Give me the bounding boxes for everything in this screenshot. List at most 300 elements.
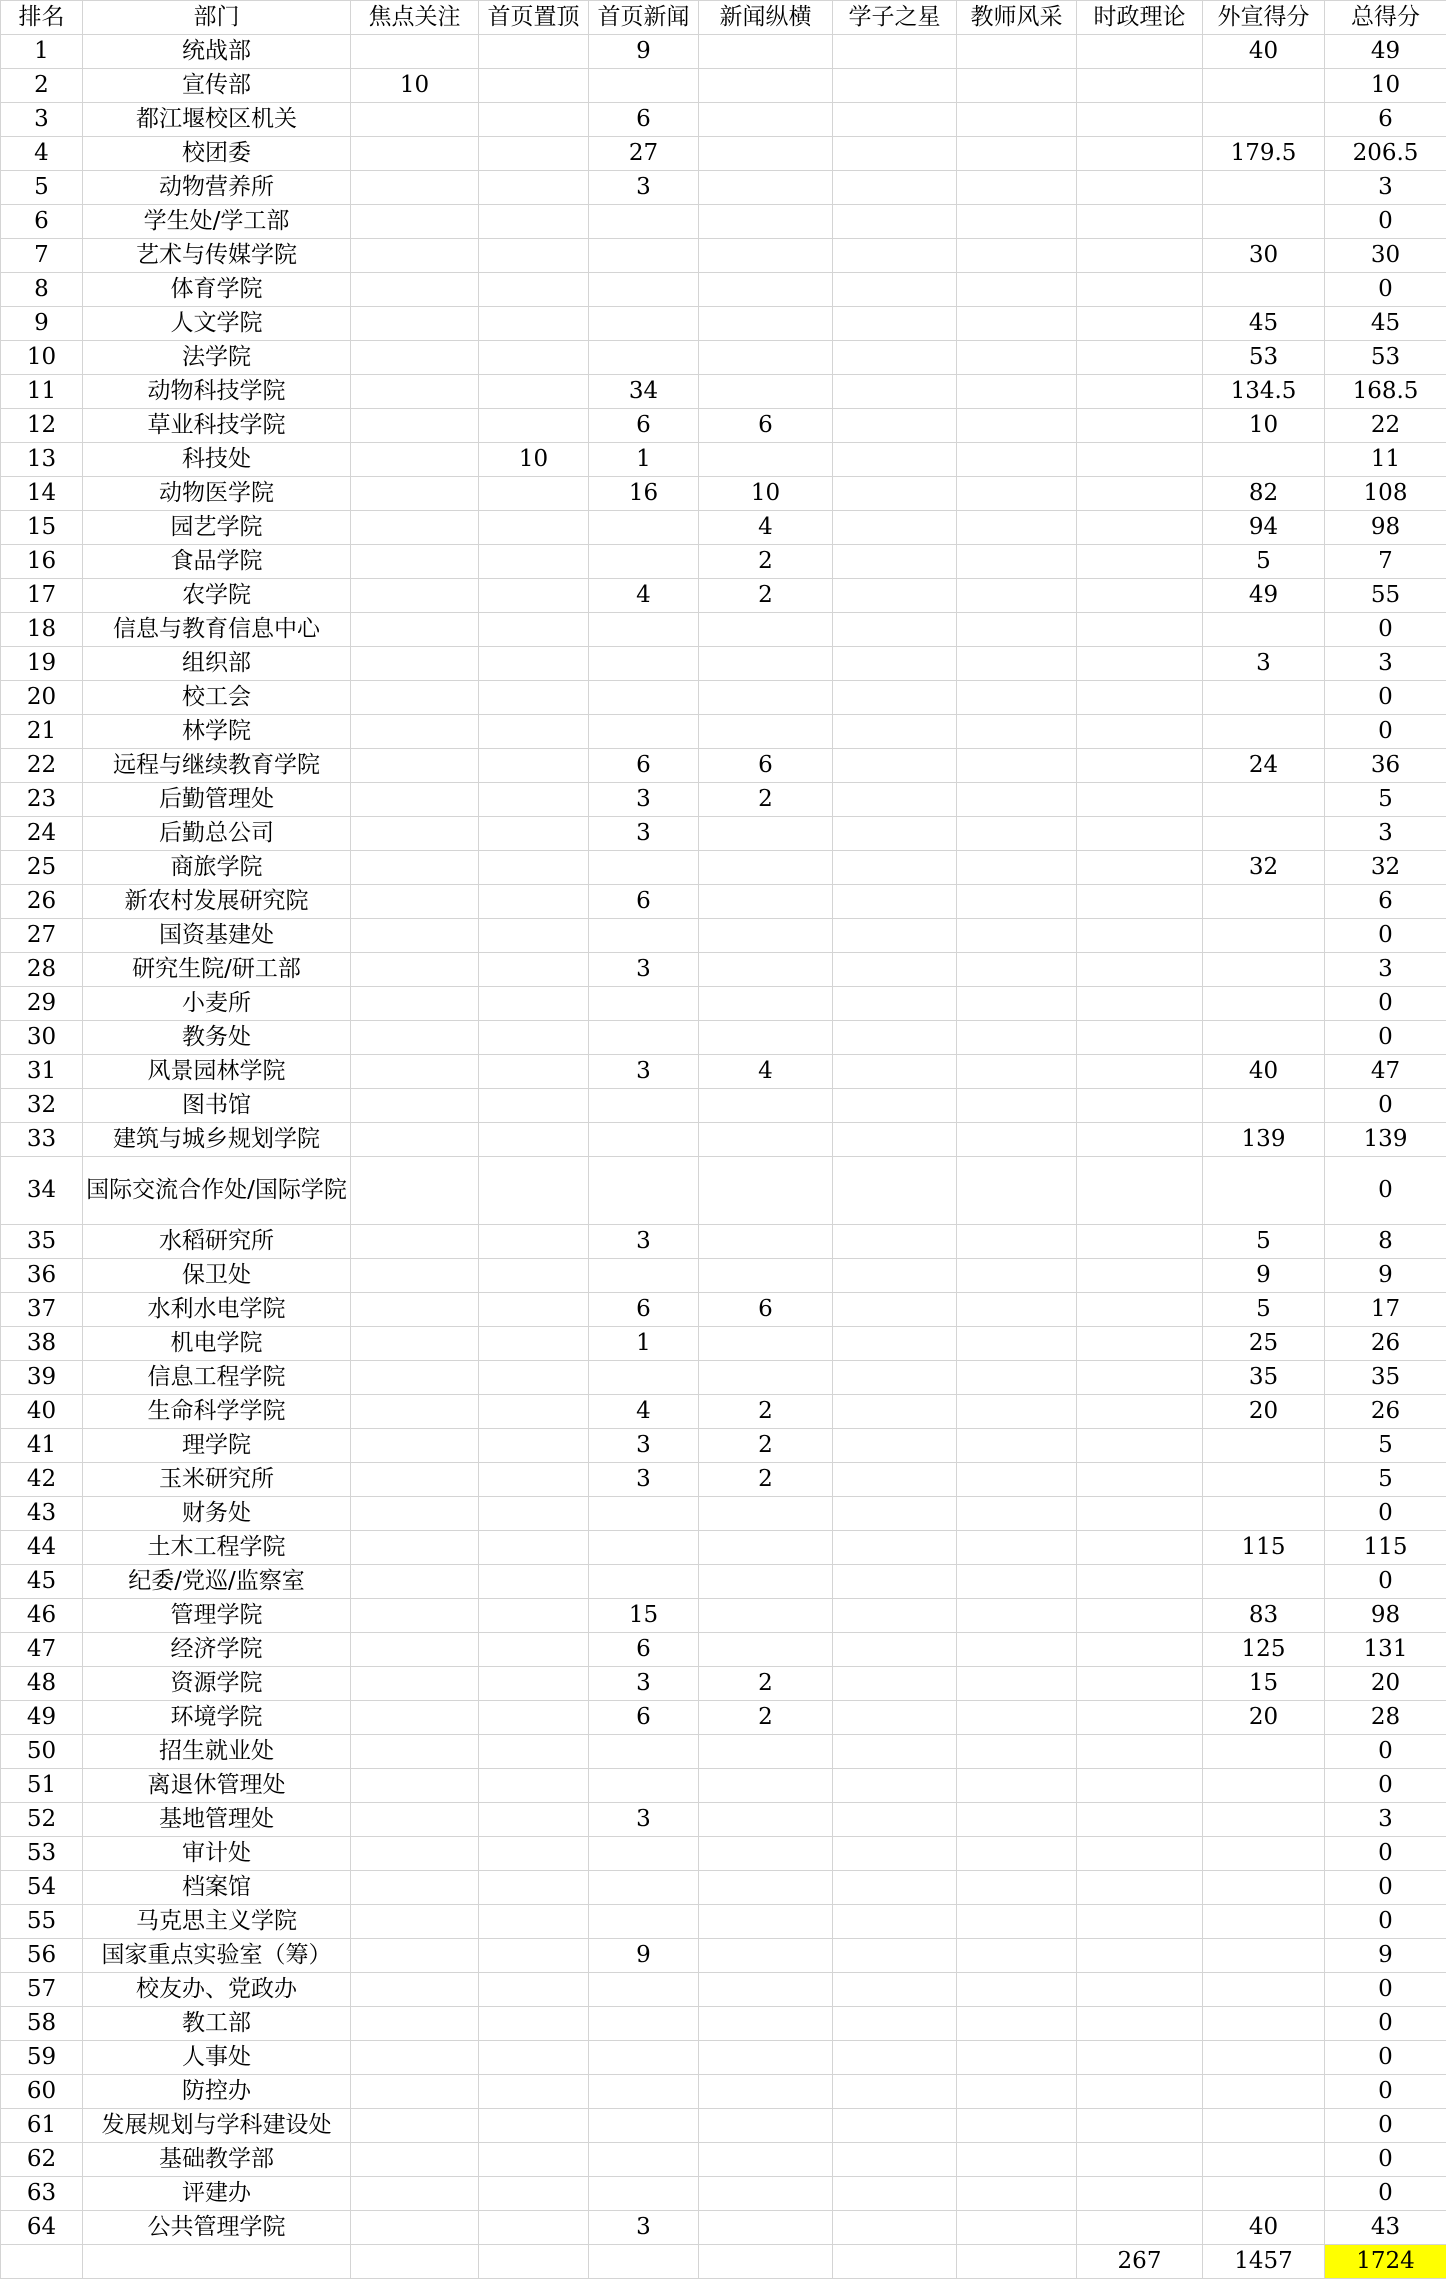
score-cell[interactable]: 139 xyxy=(1325,1123,1446,1157)
score-cell[interactable] xyxy=(699,205,833,239)
score-cell[interactable]: 4 xyxy=(589,579,699,613)
score-cell[interactable] xyxy=(589,69,699,103)
score-cell[interactable]: 0 xyxy=(1325,919,1446,953)
rank-cell[interactable]: 9 xyxy=(1,307,83,341)
score-cell[interactable] xyxy=(1077,409,1203,443)
score-cell[interactable]: 6 xyxy=(1325,103,1446,137)
score-cell[interactable] xyxy=(589,1735,699,1769)
score-cell[interactable]: 15 xyxy=(589,1599,699,1633)
rank-cell[interactable]: 27 xyxy=(1,919,83,953)
score-cell[interactable] xyxy=(957,579,1077,613)
score-cell[interactable] xyxy=(479,681,589,715)
score-cell[interactable] xyxy=(351,1565,479,1599)
score-cell[interactable] xyxy=(1203,443,1325,477)
score-cell[interactable] xyxy=(1203,2109,1325,2143)
rank-cell[interactable]: 25 xyxy=(1,851,83,885)
score-cell[interactable]: 6 xyxy=(589,1633,699,1667)
score-cell[interactable] xyxy=(833,205,957,239)
score-cell[interactable] xyxy=(351,715,479,749)
score-cell[interactable] xyxy=(589,1837,699,1871)
score-cell[interactable] xyxy=(351,579,479,613)
score-cell[interactable] xyxy=(957,443,1077,477)
rank-cell[interactable]: 38 xyxy=(1,1327,83,1361)
score-cell[interactable] xyxy=(589,919,699,953)
score-cell[interactable]: 10 xyxy=(479,443,589,477)
score-cell[interactable]: 25 xyxy=(1203,1327,1325,1361)
rank-cell[interactable]: 26 xyxy=(1,885,83,919)
score-cell[interactable] xyxy=(833,1973,957,2007)
department-cell[interactable]: 发展规划与学科建设处 xyxy=(83,2109,351,2143)
score-cell[interactable] xyxy=(833,1463,957,1497)
score-cell[interactable]: 40 xyxy=(1203,35,1325,69)
score-cell[interactable] xyxy=(1077,953,1203,987)
score-cell[interactable] xyxy=(957,375,1077,409)
score-cell[interactable] xyxy=(957,35,1077,69)
score-cell[interactable] xyxy=(957,1021,1077,1055)
department-cell[interactable]: 国家重点实验室（筹） xyxy=(83,1939,351,1973)
score-cell[interactable] xyxy=(351,1905,479,1939)
score-cell[interactable] xyxy=(1077,205,1203,239)
score-cell[interactable] xyxy=(1077,1939,1203,1973)
score-cell[interactable] xyxy=(833,2041,957,2075)
score-cell[interactable]: 134.5 xyxy=(1203,375,1325,409)
score-cell[interactable] xyxy=(589,1361,699,1395)
rank-cell[interactable]: 57 xyxy=(1,1973,83,2007)
score-cell[interactable] xyxy=(957,1293,1077,1327)
department-cell[interactable]: 建筑与城乡规划学院 xyxy=(83,1123,351,1157)
score-cell[interactable] xyxy=(351,477,479,511)
score-cell[interactable]: 6 xyxy=(1325,885,1446,919)
total-cell[interactable] xyxy=(833,2245,957,2279)
score-cell[interactable] xyxy=(1203,885,1325,919)
department-cell[interactable]: 风景园林学院 xyxy=(83,1055,351,1089)
score-cell[interactable] xyxy=(833,2109,957,2143)
score-cell[interactable]: 3 xyxy=(589,1225,699,1259)
score-cell[interactable] xyxy=(479,1599,589,1633)
department-cell[interactable]: 基地管理处 xyxy=(83,1803,351,1837)
rank-cell[interactable]: 10 xyxy=(1,341,83,375)
score-cell[interactable] xyxy=(351,2211,479,2245)
score-cell[interactable] xyxy=(1077,613,1203,647)
score-cell[interactable] xyxy=(351,1327,479,1361)
score-cell[interactable]: 40 xyxy=(1203,2211,1325,2245)
score-cell[interactable]: 3 xyxy=(589,171,699,205)
score-cell[interactable] xyxy=(351,1939,479,1973)
rank-cell[interactable]: 3 xyxy=(1,103,83,137)
score-cell[interactable] xyxy=(479,1361,589,1395)
score-cell[interactable] xyxy=(1203,69,1325,103)
score-cell[interactable] xyxy=(957,2075,1077,2109)
department-cell[interactable]: 小麦所 xyxy=(83,987,351,1021)
score-cell[interactable] xyxy=(699,1123,833,1157)
score-cell[interactable] xyxy=(1077,375,1203,409)
department-cell[interactable]: 宣传部 xyxy=(83,69,351,103)
score-cell[interactable] xyxy=(351,1599,479,1633)
rank-cell[interactable]: 8 xyxy=(1,273,83,307)
rank-cell[interactable]: 56 xyxy=(1,1939,83,1973)
department-cell[interactable]: 后勤总公司 xyxy=(83,817,351,851)
score-cell[interactable]: 2 xyxy=(699,1701,833,1735)
rank-cell[interactable]: 11 xyxy=(1,375,83,409)
rank-cell[interactable]: 55 xyxy=(1,1905,83,1939)
score-cell[interactable]: 36 xyxy=(1325,749,1446,783)
score-cell[interactable] xyxy=(479,205,589,239)
score-cell[interactable] xyxy=(479,1225,589,1259)
column-header[interactable]: 时政理论 xyxy=(1077,1,1203,35)
score-cell[interactable] xyxy=(1077,69,1203,103)
score-cell[interactable] xyxy=(833,1905,957,1939)
score-cell[interactable]: 179.5 xyxy=(1203,137,1325,171)
department-cell[interactable]: 学生处/学工部 xyxy=(83,205,351,239)
score-cell[interactable]: 6 xyxy=(699,409,833,443)
score-cell[interactable] xyxy=(1077,1769,1203,1803)
score-cell[interactable] xyxy=(957,1599,1077,1633)
rank-cell[interactable]: 12 xyxy=(1,409,83,443)
score-cell[interactable] xyxy=(699,1769,833,1803)
score-cell[interactable] xyxy=(699,1837,833,1871)
department-cell[interactable]: 生命科学学院 xyxy=(83,1395,351,1429)
score-cell[interactable] xyxy=(1077,1837,1203,1871)
column-header[interactable]: 总得分 xyxy=(1325,1,1446,35)
score-cell[interactable] xyxy=(589,545,699,579)
score-cell[interactable] xyxy=(699,2075,833,2109)
score-cell[interactable] xyxy=(589,2177,699,2211)
score-cell[interactable]: 206.5 xyxy=(1325,137,1446,171)
score-cell[interactable] xyxy=(1077,1021,1203,1055)
score-cell[interactable] xyxy=(1203,1905,1325,1939)
score-cell[interactable]: 43 xyxy=(1325,2211,1446,2245)
score-cell[interactable] xyxy=(957,2041,1077,2075)
score-cell[interactable] xyxy=(833,1871,957,1905)
score-cell[interactable] xyxy=(479,1633,589,1667)
score-cell[interactable] xyxy=(479,919,589,953)
score-cell[interactable] xyxy=(957,681,1077,715)
score-cell[interactable] xyxy=(1077,851,1203,885)
rank-cell[interactable]: 42 xyxy=(1,1463,83,1497)
score-cell[interactable]: 26 xyxy=(1325,1395,1446,1429)
score-cell[interactable] xyxy=(833,545,957,579)
score-cell[interactable] xyxy=(1077,1905,1203,1939)
score-cell[interactable] xyxy=(957,307,1077,341)
score-cell[interactable] xyxy=(589,1973,699,2007)
score-cell[interactable] xyxy=(1077,1667,1203,1701)
score-cell[interactable]: 4 xyxy=(589,1395,699,1429)
department-cell[interactable]: 环境学院 xyxy=(83,1701,351,1735)
department-cell[interactable]: 信息工程学院 xyxy=(83,1361,351,1395)
score-cell[interactable]: 3 xyxy=(1325,1803,1446,1837)
score-cell[interactable]: 3 xyxy=(589,2211,699,2245)
score-cell[interactable] xyxy=(833,1531,957,1565)
department-cell[interactable]: 新农村发展研究院 xyxy=(83,885,351,919)
score-cell[interactable]: 30 xyxy=(1325,239,1446,273)
score-cell[interactable] xyxy=(699,1327,833,1361)
score-cell[interactable] xyxy=(833,409,957,443)
department-cell[interactable]: 科技处 xyxy=(83,443,351,477)
score-cell[interactable] xyxy=(1077,2041,1203,2075)
score-cell[interactable]: 83 xyxy=(1203,1599,1325,1633)
rank-cell[interactable]: 28 xyxy=(1,953,83,987)
score-cell[interactable] xyxy=(351,273,479,307)
score-cell[interactable] xyxy=(957,239,1077,273)
rank-cell[interactable]: 2 xyxy=(1,69,83,103)
score-cell[interactable] xyxy=(957,1225,1077,1259)
score-cell[interactable] xyxy=(699,137,833,171)
score-cell[interactable] xyxy=(351,1837,479,1871)
score-cell[interactable]: 10 xyxy=(1203,409,1325,443)
score-cell[interactable] xyxy=(699,715,833,749)
score-cell[interactable] xyxy=(479,1667,589,1701)
score-cell[interactable]: 0 xyxy=(1325,2041,1446,2075)
score-cell[interactable] xyxy=(699,1803,833,1837)
score-cell[interactable]: 3 xyxy=(589,783,699,817)
score-cell[interactable]: 3 xyxy=(589,1055,699,1089)
score-cell[interactable] xyxy=(479,35,589,69)
department-cell[interactable]: 评建办 xyxy=(83,2177,351,2211)
score-cell[interactable]: 2 xyxy=(699,545,833,579)
score-cell[interactable] xyxy=(351,443,479,477)
department-cell[interactable]: 审计处 xyxy=(83,1837,351,1871)
score-cell[interactable] xyxy=(351,1633,479,1667)
score-cell[interactable]: 7 xyxy=(1325,545,1446,579)
score-cell[interactable] xyxy=(351,1769,479,1803)
score-cell[interactable] xyxy=(833,477,957,511)
score-cell[interactable] xyxy=(1077,273,1203,307)
score-cell[interactable] xyxy=(479,477,589,511)
score-cell[interactable] xyxy=(833,1157,957,1225)
score-cell[interactable] xyxy=(479,1293,589,1327)
score-cell[interactable] xyxy=(589,1089,699,1123)
score-cell[interactable] xyxy=(1203,273,1325,307)
score-cell[interactable] xyxy=(833,103,957,137)
score-cell[interactable] xyxy=(1077,2075,1203,2109)
score-cell[interactable] xyxy=(479,783,589,817)
score-cell[interactable] xyxy=(479,953,589,987)
score-cell[interactable] xyxy=(957,2177,1077,2211)
score-cell[interactable]: 115 xyxy=(1325,1531,1446,1565)
score-cell[interactable] xyxy=(957,2211,1077,2245)
score-cell[interactable] xyxy=(833,783,957,817)
score-cell[interactable] xyxy=(1203,1463,1325,1497)
rank-cell[interactable]: 49 xyxy=(1,1701,83,1735)
score-cell[interactable] xyxy=(957,103,1077,137)
score-cell[interactable] xyxy=(833,137,957,171)
score-cell[interactable] xyxy=(479,1871,589,1905)
score-cell[interactable] xyxy=(833,1225,957,1259)
score-cell[interactable] xyxy=(351,103,479,137)
score-cell[interactable]: 3 xyxy=(589,817,699,851)
score-cell[interactable] xyxy=(351,1089,479,1123)
score-cell[interactable] xyxy=(1203,1837,1325,1871)
rank-cell[interactable]: 21 xyxy=(1,715,83,749)
department-cell[interactable]: 后勤管理处 xyxy=(83,783,351,817)
score-cell[interactable] xyxy=(351,1803,479,1837)
score-cell[interactable] xyxy=(699,171,833,205)
department-cell[interactable]: 信息与教育信息中心 xyxy=(83,613,351,647)
score-cell[interactable] xyxy=(479,987,589,1021)
score-cell[interactable] xyxy=(957,1973,1077,2007)
score-cell[interactable] xyxy=(1077,1633,1203,1667)
score-cell[interactable] xyxy=(833,1497,957,1531)
score-cell[interactable] xyxy=(589,2075,699,2109)
score-cell[interactable]: 0 xyxy=(1325,1871,1446,1905)
score-cell[interactable] xyxy=(351,137,479,171)
score-cell[interactable] xyxy=(351,307,479,341)
rank-cell[interactable]: 59 xyxy=(1,2041,83,2075)
score-cell[interactable] xyxy=(833,341,957,375)
score-cell[interactable] xyxy=(957,545,1077,579)
score-cell[interactable] xyxy=(833,2177,957,2211)
score-cell[interactable]: 24 xyxy=(1203,749,1325,783)
rank-cell[interactable]: 41 xyxy=(1,1429,83,1463)
score-cell[interactable]: 10 xyxy=(699,477,833,511)
rank-cell[interactable]: 14 xyxy=(1,477,83,511)
score-cell[interactable] xyxy=(479,1531,589,1565)
score-cell[interactable] xyxy=(957,1871,1077,1905)
score-cell[interactable] xyxy=(833,239,957,273)
score-cell[interactable] xyxy=(833,715,957,749)
score-cell[interactable] xyxy=(589,1259,699,1293)
score-cell[interactable] xyxy=(1077,1259,1203,1293)
score-cell[interactable] xyxy=(479,341,589,375)
score-cell[interactable] xyxy=(479,171,589,205)
rank-cell[interactable]: 36 xyxy=(1,1259,83,1293)
score-cell[interactable]: 4 xyxy=(699,1055,833,1089)
score-cell[interactable] xyxy=(479,2177,589,2211)
score-cell[interactable] xyxy=(699,1871,833,1905)
score-cell[interactable] xyxy=(589,1769,699,1803)
score-cell[interactable]: 53 xyxy=(1203,341,1325,375)
score-cell[interactable] xyxy=(957,1565,1077,1599)
rank-cell[interactable]: 47 xyxy=(1,1633,83,1667)
score-cell[interactable] xyxy=(351,1667,479,1701)
score-cell[interactable]: 2 xyxy=(699,1395,833,1429)
score-cell[interactable] xyxy=(957,1667,1077,1701)
score-cell[interactable] xyxy=(1203,817,1325,851)
score-cell[interactable] xyxy=(957,919,1077,953)
score-cell[interactable]: 0 xyxy=(1325,2177,1446,2211)
score-cell[interactable] xyxy=(1077,2177,1203,2211)
score-cell[interactable] xyxy=(833,1633,957,1667)
score-cell[interactable] xyxy=(1077,1429,1203,1463)
score-cell[interactable] xyxy=(833,2211,957,2245)
department-cell[interactable]: 国际交流合作处/国际学院 xyxy=(83,1157,351,1225)
score-cell[interactable]: 115 xyxy=(1203,1531,1325,1565)
rank-cell[interactable]: 19 xyxy=(1,647,83,681)
score-cell[interactable] xyxy=(1077,2109,1203,2143)
rank-cell[interactable]: 54 xyxy=(1,1871,83,1905)
score-cell[interactable]: 16 xyxy=(589,477,699,511)
column-header[interactable]: 首页置顶 xyxy=(479,1,589,35)
score-cell[interactable]: 2 xyxy=(699,1463,833,1497)
score-cell[interactable] xyxy=(699,1361,833,1395)
score-cell[interactable] xyxy=(589,647,699,681)
score-cell[interactable]: 6 xyxy=(589,885,699,919)
score-cell[interactable] xyxy=(479,1327,589,1361)
column-header[interactable]: 首页新闻 xyxy=(589,1,699,35)
score-cell[interactable] xyxy=(1077,919,1203,953)
score-cell[interactable] xyxy=(479,2007,589,2041)
score-cell[interactable] xyxy=(957,749,1077,783)
score-cell[interactable] xyxy=(833,2007,957,2041)
score-cell[interactable] xyxy=(699,1633,833,1667)
score-cell[interactable] xyxy=(833,817,957,851)
score-cell[interactable] xyxy=(1203,103,1325,137)
department-cell[interactable]: 统战部 xyxy=(83,35,351,69)
rank-cell[interactable]: 50 xyxy=(1,1735,83,1769)
score-cell[interactable]: 27 xyxy=(589,137,699,171)
score-cell[interactable] xyxy=(589,1021,699,1055)
total-cell[interactable] xyxy=(1,2245,83,2279)
department-cell[interactable]: 图书馆 xyxy=(83,1089,351,1123)
rank-cell[interactable]: 22 xyxy=(1,749,83,783)
score-cell[interactable] xyxy=(699,375,833,409)
score-cell[interactable] xyxy=(351,953,479,987)
score-cell[interactable] xyxy=(699,885,833,919)
score-cell[interactable] xyxy=(479,2075,589,2109)
rank-cell[interactable]: 64 xyxy=(1,2211,83,2245)
score-cell[interactable] xyxy=(1203,919,1325,953)
column-header[interactable]: 新闻纵横 xyxy=(699,1,833,35)
score-cell[interactable] xyxy=(589,239,699,273)
score-cell[interactable] xyxy=(957,1769,1077,1803)
score-cell[interactable]: 131 xyxy=(1325,1633,1446,1667)
score-cell[interactable] xyxy=(957,1327,1077,1361)
score-cell[interactable] xyxy=(699,1565,833,1599)
score-cell[interactable] xyxy=(1077,477,1203,511)
score-cell[interactable] xyxy=(699,613,833,647)
score-cell[interactable]: 0 xyxy=(1325,1157,1446,1225)
score-cell[interactable] xyxy=(589,341,699,375)
total-cell[interactable] xyxy=(957,2245,1077,2279)
score-cell[interactable]: 98 xyxy=(1325,511,1446,545)
score-cell[interactable] xyxy=(1203,1089,1325,1123)
score-cell[interactable] xyxy=(351,885,479,919)
score-cell[interactable] xyxy=(479,1939,589,1973)
score-cell[interactable] xyxy=(699,341,833,375)
score-cell[interactable] xyxy=(1077,1089,1203,1123)
department-cell[interactable]: 教工部 xyxy=(83,2007,351,2041)
department-cell[interactable]: 纪委/党巡/监察室 xyxy=(83,1565,351,1599)
score-cell[interactable] xyxy=(351,1497,479,1531)
score-cell[interactable] xyxy=(351,2075,479,2109)
score-cell[interactable]: 1 xyxy=(589,443,699,477)
score-cell[interactable] xyxy=(351,2177,479,2211)
score-cell[interactable]: 9 xyxy=(589,1939,699,1973)
rank-cell[interactable]: 53 xyxy=(1,1837,83,1871)
score-cell[interactable] xyxy=(1077,1157,1203,1225)
rank-cell[interactable]: 4 xyxy=(1,137,83,171)
score-cell[interactable] xyxy=(1203,1497,1325,1531)
grand-total-cell[interactable]: 1724 xyxy=(1325,2245,1446,2279)
score-cell[interactable] xyxy=(1203,953,1325,987)
score-cell[interactable] xyxy=(479,647,589,681)
score-cell[interactable] xyxy=(479,1021,589,1055)
department-cell[interactable]: 防控办 xyxy=(83,2075,351,2109)
score-cell[interactable] xyxy=(833,1769,957,1803)
score-cell[interactable]: 35 xyxy=(1325,1361,1446,1395)
score-cell[interactable] xyxy=(589,1531,699,1565)
department-cell[interactable]: 农学院 xyxy=(83,579,351,613)
score-cell[interactable] xyxy=(833,1701,957,1735)
score-cell[interactable]: 3 xyxy=(1203,647,1325,681)
score-cell[interactable]: 5 xyxy=(1203,545,1325,579)
score-cell[interactable]: 0 xyxy=(1325,2075,1446,2109)
score-cell[interactable]: 0 xyxy=(1325,1905,1446,1939)
score-cell[interactable] xyxy=(833,273,957,307)
score-cell[interactable]: 47 xyxy=(1325,1055,1446,1089)
score-cell[interactable] xyxy=(699,239,833,273)
score-cell[interactable] xyxy=(1203,1157,1325,1225)
